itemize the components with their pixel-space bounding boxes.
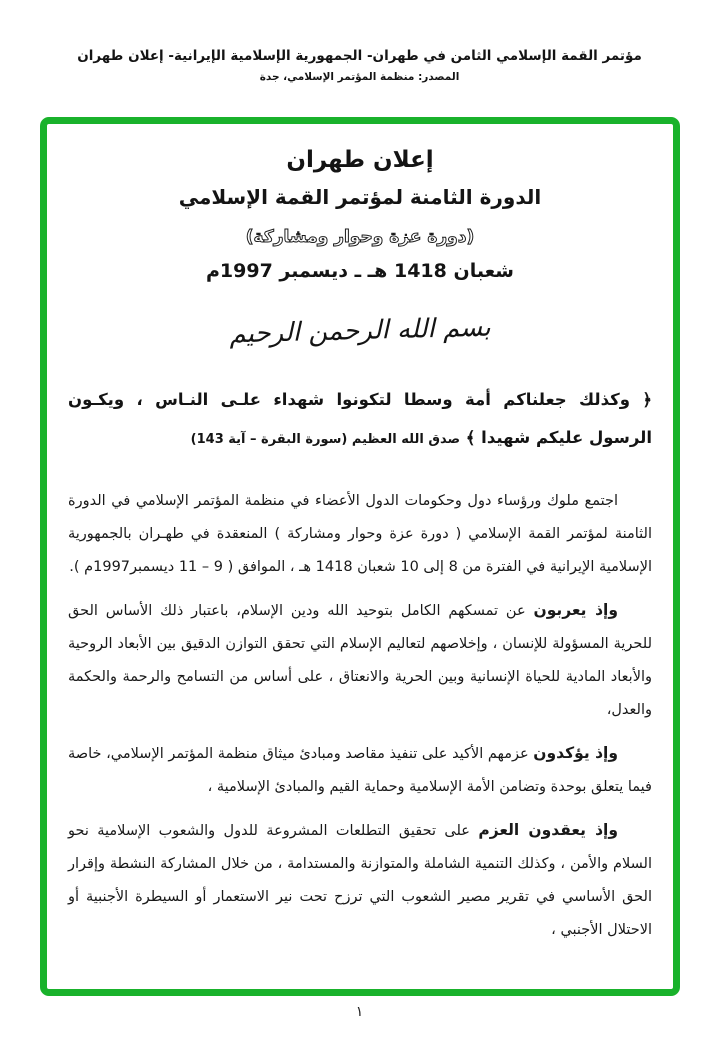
bismillah-calligraphy: بسم الله الرحمن الرحيم [228, 312, 492, 350]
paragraph-affirm [68, 737, 652, 804]
doc-date-line: شعبان 1418 هـ ـ ديسمبر 1997م [205, 260, 514, 282]
green-document-frame [40, 117, 680, 996]
paragraph-text: اجتمع ملوك ورؤساء دول وحكومات الدول الأعضاء في منظمة المؤتمر الإسلامي في الدورة الثامنة لمؤتمر القمة الإسلامي ( دورة عزة وحوار ومشاركة ) المنعقدة في طهـران بالجمهورية الإسلامية الإيرانية في الفترة من 8 إلى 10 شعبان 1418 هـ ، الموافق ( 9 – 11 ديسمبر1997م ). [68, 493, 652, 575]
doc-title: إعلان طهران [286, 147, 434, 173]
paragraph-lead: وإذ يعقدون العزم [478, 821, 619, 839]
paragraph-lead: وإذ يعربون [533, 601, 618, 619]
header-title-line: مؤتمر القمة الإسلامي الثامن في طهران- الجمهورية الإسلامية الإيرانية- إعلان طهران [77, 48, 642, 64]
paragraph-preamble [68, 485, 652, 584]
verse-attribution: صدق الله العظيم (سورة البقرة – آية 143) [190, 432, 461, 447]
paragraph-express [68, 594, 652, 727]
quran-verse [68, 381, 652, 459]
verse-text: ﴿ وكذلك جعلناكم أمة وسطا لتكونوا شهداء علـى النـاس ، ويكـون الرسول عليكم شهيدا ﴾ [68, 390, 652, 447]
paragraph-lead: وإذ يؤكدون [533, 744, 618, 762]
paragraph-resolve [68, 814, 652, 947]
paragraph-text: عن تمسكهم الكامل بتوحيد الله ودين الإسلام، باعتبار ذلك الأساس الحق للحرية المسؤولة للإنسان ، وإخلاصهم لتعاليم الإسلام التي تحقق التوازن الدقيق بين الأبعاد الروحية والأبعاد المادية للحياة الإنسانية وبين الحرية والانعتاق ، على أساس من التسامح والرحمة والحكمة والعدل، [68, 603, 652, 718]
paragraph-text: عزمهم الأكيد على تنفيذ مقاصد ومبادئ ميثاق منظمة المؤتمر الإسلامي، خاصة فيما يتعلق بوحدة وتضامن الأمة الإسلامية وحماية القيم والمبادئ الإسلامية ، [68, 746, 652, 795]
page-header [0, 48, 719, 83]
doc-subtitle: الدورة الثامنة لمؤتمر القمة الإسلامي [178, 185, 542, 209]
doc-session-theme: (دورة عزة وحوار ومشاركة) [245, 227, 475, 247]
paragraph-text: على تحقيق التطلعات المشروعة للدول والشعوب الإسلامية نحو السلام والأمن ، وكذلك التنمية الشاملة والمتوازنة والمستدامة ، من خلال المشاركة النشطة وإقرار الحق الأساسي في تقرير مصير الشعوب التي ترزح تحت نير الاستعمار أو السيطرة الأجنبية أو الاحتلال الأجنبي ، [68, 823, 652, 938]
page-number: ١ [355, 1004, 364, 1020]
header-source-line: المصدر: منظمة المؤتمر الإسلامي، جدة [259, 71, 460, 83]
